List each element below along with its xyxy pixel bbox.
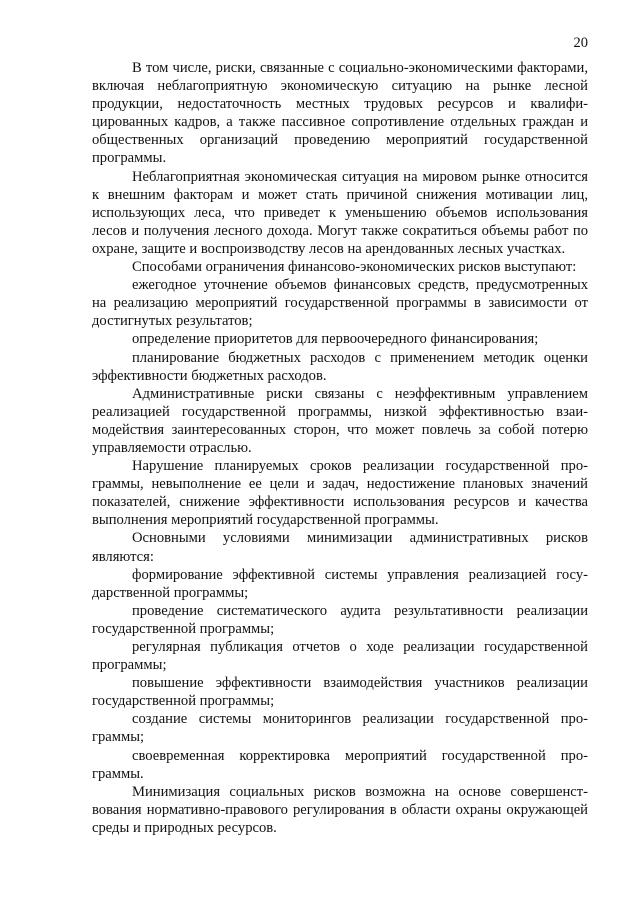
paragraph: Неблагоприятная экономическая ситуация на мировом рынке относится к внешним факторам и может стать причиной снижения мотивации лиц, использующих леса, что приведет к уменьшению объемов использования лесов и получения лесного дохода. Могут также сократиться объемы работ по охране, защите и воспроизводству лесов на арендованных лесных участках. [92, 168, 588, 257]
list-item: формирование эффективной системы управления реализацией государственной программы; [92, 566, 588, 601]
list-item: ежегодное уточнение объемов финансовых средств, предусмотренных на реализацию мероприятий государственной программы в зависимости от достигнутых результатов; [92, 277, 588, 330]
list-item: планирование бюджетных расходов с применением методик оценки эффективности бюджетных расходов. [92, 349, 588, 384]
list-item: повышение эффективности взаимодействия участников реализации государственной программы; [92, 675, 588, 710]
list-item: определение приоритетов для первоочередного финансирования; [132, 331, 539, 348]
paragraph: Минимизация социальных рисков возможна на основе совершенствования нормативно-правового регулирования в области охраны окружающей среды и природных ресурсов. [92, 783, 588, 836]
list-item: создание системы мониторингов реализации государственной программы; [92, 711, 588, 746]
document-body [92, 59, 588, 837]
paragraph: Нарушение планируемых сроков реализации государственной программы, невыполнение ее цели и задач, недостижение плановых значений показателей, снижение эффективности использования ресурсов и качества выполнения мероприятий государственной программы. [92, 458, 588, 529]
paragraph: Административные риски связаны с неэффективным управлением реализацией государственной программы, низкой эффективностью взаимодействия заинтересованных сторон, что может повлечь за собой потерю управляемости отраслью. [92, 385, 588, 456]
list-item: регулярная публикация отчетов о ходе реализации государственной программы; [92, 639, 588, 674]
list-item: своевременная корректировка мероприятий государственной программы. [92, 747, 588, 782]
paragraph: В том числе, риски, связанные с социально-экономическими факторами, включая неблагоприятную экономическую ситуацию на рынке лесной продукции, недостаточность местных трудовых ресурсов и квалифицированных кадров, а также пассивное сопротивление отдельных граждан и общественных организаций проведению мероприятий государственной программы. [92, 60, 588, 167]
paragraph: Способами ограничения финансово-экономических рисков выступают: [132, 259, 577, 276]
paragraph: Основными условиями минимизации административных рисков являются: [92, 530, 588, 565]
page-number: 20 [573, 35, 588, 51]
list-item: проведение систематического аудита результативности реализации государственной программы; [92, 602, 588, 637]
